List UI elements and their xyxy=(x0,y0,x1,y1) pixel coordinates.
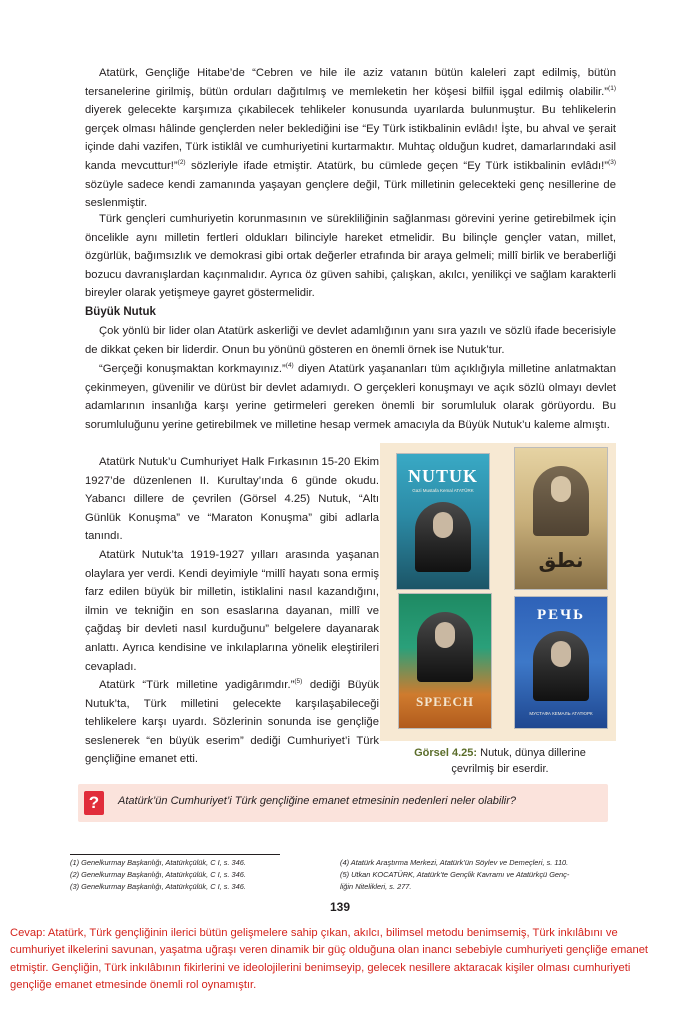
footnote-ref[interactable]: (1) xyxy=(608,84,616,92)
book-title: NUTUK xyxy=(407,466,478,486)
portrait-face xyxy=(551,641,571,667)
footnote-1: (1) Genelkurmay Başkanlığı, Atatürkçülük, C I, s. 346. xyxy=(70,858,246,867)
answer-text: Cevap: Atatürk, Türk gençliğinin ilerici bütün gelişmelere sahip çıkan, akılcı, bilimsel metodu benimsemiş, Türk inkılâbını ve cumhuriyet ilkelerini savunan, yaşatma uğraşı veren dinamik bir güç olduğuna olan inancı sebebiyle cumhuriyeti gençliğe emanet etmiştir. Gençliğin, Türk inkılâbının fikirlerini ve ideolojilerini benimseyip, gelecek nesillere aktaracak kişiler olması cumhuriyeti gençliğe emanet etmesinde önemli rol oynamıştır. xyxy=(10,927,649,991)
caption-text: Nutuk, dünya dillerine çevrilmiş bir eserdir. xyxy=(451,747,586,775)
footnote-divider xyxy=(70,854,280,855)
text-run: sözüyle sadece kendi zamanında yaşayan gençlere değil, Türk milletinin gelecekteki genç nesillerine de seslenmiştir. xyxy=(85,178,616,210)
page-number: 139 xyxy=(330,900,351,914)
book-cover-english xyxy=(398,593,492,729)
book-title: РЕЧЬ xyxy=(536,607,586,623)
paragraph-nutuk-olaylar: Atatürk Nutuk’ta 1919-1927 yılları arasında yaşanan olaylara yer verdi. Kendi deyimiyle “millî hayatı sona ermiş farz edilen büyük bir milletin, istiklalini nasıl kazandığını, ilmin ve tekniğin en son esaslarına dayanan, millî ve çağdaş bir devleti nasıl kurduğunu” belgelere dayanarak anlattı. Ayrıca kendisine ve inkılaplarına yönelik eleştirileri cevapladı. xyxy=(85,549,379,673)
question-box xyxy=(78,784,608,822)
question-text: Atatürk’ün Cumhuriyet’i Türk gençliğine emanet etmesinin nedenleri neler olabilir? xyxy=(118,795,517,807)
footnote-5-cont: liğin Nitelikleri, s. 277. xyxy=(340,882,412,891)
paragraph-nutuk-kurultay: Atatürk Nutuk’u Cumhuriyet Halk Fırkasının 15-20 Ekim 1927’de düzenlenen II. Kurultay’ında 6 günde okudu. Yabancı dillere de çevrilen (Görsel 4.25) Nutuk, “Altı Günlük Konuşma” ve “Maraton Konuşma” gibi adlarla tanındı. xyxy=(85,456,379,543)
paragraph-gencilige-hitabe xyxy=(85,64,616,213)
book-author: Gazi Mustafa Kemal ATATÜRK xyxy=(412,488,474,493)
book-cover-russian xyxy=(514,596,608,729)
paragraph-yadigar xyxy=(85,676,379,769)
text-run: dediği Büyük Nutuk’ta, Türk milletini gelecekte karşılaşabileceği tehlikelere karşı uyardı. Sözlerinin sonunda ise gençliğe seslenerek “en büyük eserim” dediği Cumhuriyet’i Türk gençliğine emanet etti. xyxy=(85,679,380,766)
book-cover-arabic xyxy=(514,447,608,590)
portrait-face xyxy=(433,512,453,538)
footnote-4: (4) Atatürk Araştırma Merkezi, Atatürk’ün Söylev ve Demeçleri, s. 110. xyxy=(340,858,569,867)
figure-caption xyxy=(395,745,605,777)
caption-label: Görsel 4.25: xyxy=(414,747,478,759)
footnote-3: (3) Genelkurmay Başkanlığı, Atatürkçülük, C I, s. 346. xyxy=(70,882,246,891)
footnote-2: (2) Genelkurmay Başkanlığı, Atatürkçülük, C I, s. 346. xyxy=(70,870,246,879)
text-run: Atatürk, Gençliğe Hitabe’de “Cebren ve hile ile aziz vatanın bütün kaleleri zapt edilmiş, bütün tersanelerine girilmiş, bütün orduları dağıtılmış ve memleketin her köşesi bilfiil işgal edilmiş olabilir.” xyxy=(85,67,616,98)
section-heading: Büyük Nutuk xyxy=(85,306,156,318)
footnote-ref[interactable]: (3) xyxy=(608,159,616,167)
book-cover-turkish xyxy=(396,453,490,590)
portrait-image xyxy=(533,466,589,536)
portrait-image xyxy=(533,631,589,701)
text-run: diyerek gelecekte karşımıza çıkabilecek tehlikeler konusunda uyarılarda bulunmuştur. Bu tehlikelerin gerçek olması hâlinde gençlerden neler beklediğini ise “Ey Türk istikbalinin evlâdı! İşte, bu ahval ve şerait içinde dahi vazifen, Türk istiklâl ve cumhuriyetini kurtarmaktır. Muhtaç olduğun kudret, damarlarındaki asil kanda mevcuttur!” xyxy=(85,104,616,172)
book-author: МУСТАФА КЕМАЛЬ АТАТЮРК xyxy=(529,711,593,716)
text-run: “Gerçeği konuşmaktan korkmayınız.” xyxy=(99,363,286,375)
paragraph-cok-yonlu-lider: Çok yönlü bir lider olan Atatürk askerliği ve devlet adamlığının yanı sıra yazılı ve sözlü ifade becerisiyle de dikkat çeken bir liderdir. Onun bu yönünü gösteren en önemli örnek ise Nutuk’tur. xyxy=(85,325,616,356)
portrait-face xyxy=(551,476,571,502)
book-title: نطق xyxy=(538,548,584,572)
footnote-ref[interactable]: (2) xyxy=(177,159,186,167)
portrait-image xyxy=(417,612,473,682)
text-run: Atatürk “Türk milletine yadigârımdır.” xyxy=(99,679,295,691)
portrait-image xyxy=(415,502,471,572)
text-run: sözleriyle ifade etmiştir. Atatürk, bu cümlede geçen “Ey Türk istikbalinin evlâdı!” xyxy=(185,159,609,172)
book-title: SPEECH xyxy=(415,694,474,709)
text-run: diyen Atatürk yaşananları tüm açıklığıyla milletine anlatmaktan çekinmeyen, güvenilir ve dürüst bir devlet adamıydı. O gerçekleri konuşmayı ve açık sözlü olmayı devlet adamlarının insanlığa karşı yerine getirmeleri gereken önemli bir sorumluluk olarak görüyordu. Bu sorumluluğunu yerine getirebilmek ve milletine hesap vermek amacıyla da Büyük Nutuk’u kaleme almıştı. xyxy=(85,363,616,431)
footnote-5: (5) Utkan KOCATÜRK, Atatürk’te Gençlik Kavramı ve Atatürkçü Genç- xyxy=(340,870,570,879)
portrait-face xyxy=(435,622,455,648)
paragraph-gercegi-konusmak xyxy=(85,360,616,434)
figure-nutuk-books xyxy=(380,443,616,741)
footnote-ref[interactable]: (5) xyxy=(294,678,303,686)
footnote-ref[interactable]: (4) xyxy=(285,362,294,370)
paragraph-turk-gencleri: Türk gençleri cumhuriyetin korunmasının ve sürekliliğinin sağlanması görevini yerine getirebilmek için öncelikle aynı milletin fertleri oldukları bilinciyle hareket etmelidir. Bu bilinçle gençler vatan, millet, özgürlük, bağımsızlık ve demokrasi gibi ortak değerler etrafında bir araya gelmeli; millî birlik ve beraberliği bozucu davranışlardan kaçınmalıdır. Ayrıca öz güven sahibi, çalışkan, akılcı, yenilikçi ve sağlam karakterli bireyler olarak yetişmeye gayret göstermelidir. xyxy=(85,213,616,300)
question-mark-icon: ? xyxy=(84,791,104,815)
